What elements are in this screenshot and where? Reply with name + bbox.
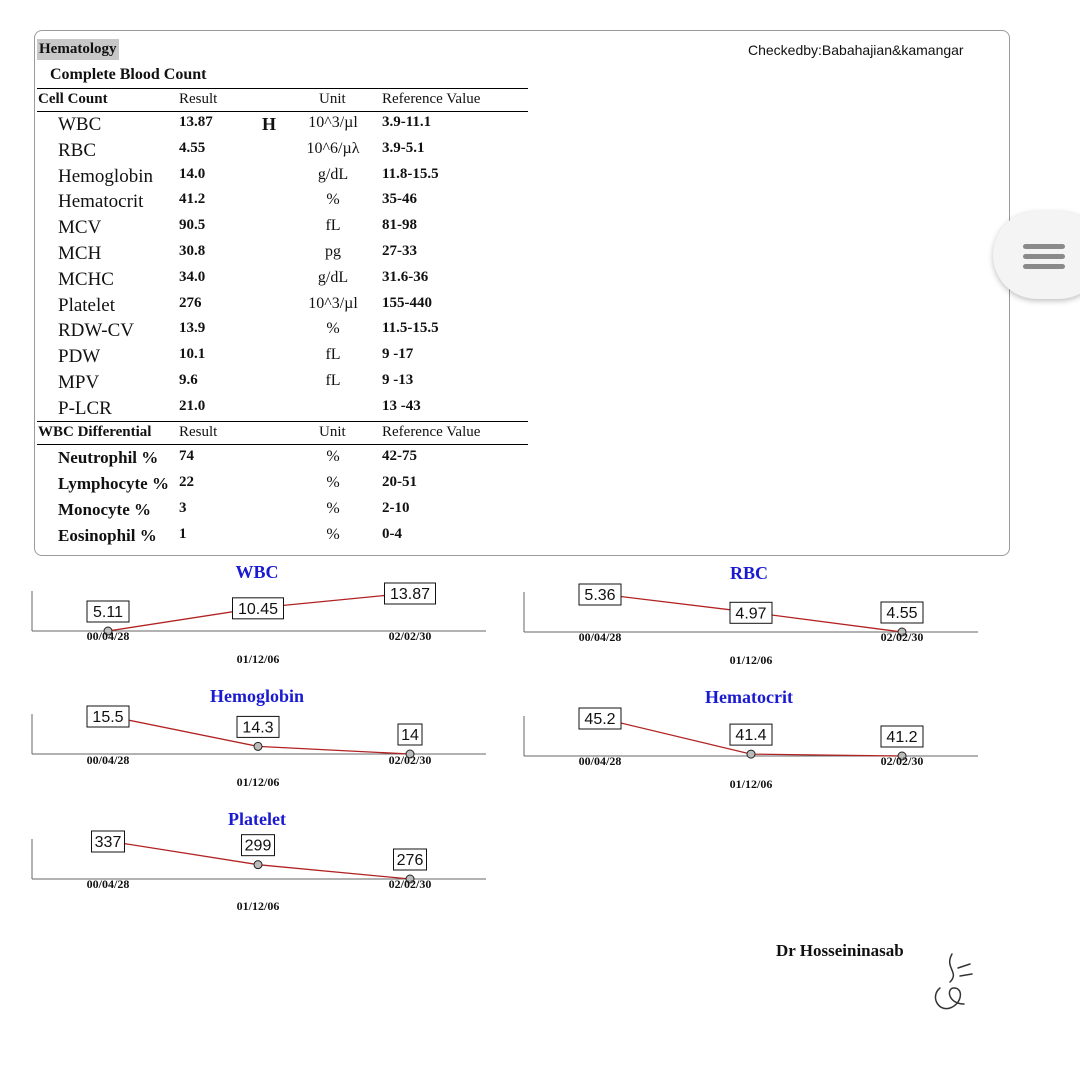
test-name: Hemoglobin xyxy=(58,165,153,187)
test-reference: 9 -17 xyxy=(382,346,414,363)
data-label: 4.55 xyxy=(886,605,918,622)
data-label: 15.5 xyxy=(92,709,124,726)
data-label: 45.2 xyxy=(584,711,616,728)
test-name: Eosinophil % xyxy=(58,526,157,545)
data-label: 41.2 xyxy=(886,729,918,746)
test-unit: % xyxy=(326,191,340,209)
header-name: Cell Count xyxy=(38,91,108,107)
test-unit: fL xyxy=(325,372,341,389)
signature-icon xyxy=(930,948,980,1018)
x-tick-label: 00/04/28 xyxy=(86,629,130,643)
x-tick-label: 02/02/30 xyxy=(388,753,432,767)
test-unit: % xyxy=(326,500,340,517)
test-unit: g/dL xyxy=(317,268,349,286)
chart-title: Platelet xyxy=(228,809,286,829)
data-label: 13.87 xyxy=(389,586,431,603)
chart-rbc xyxy=(524,563,978,667)
test-name: Hematocrit xyxy=(58,191,144,213)
test-result: 41.2 xyxy=(179,191,206,208)
header-unit: Unit xyxy=(319,91,346,107)
test-reference: 3.9-11.1 xyxy=(382,114,432,130)
test-name: Lymphocyte % xyxy=(58,474,169,493)
test-reference: 31.6-36 xyxy=(382,268,429,285)
test-reference: 20-51 xyxy=(382,474,417,490)
test-reference: 13 -43 xyxy=(382,397,421,414)
test-reference: 42-75 xyxy=(382,448,417,464)
test-result: 13.87 xyxy=(179,114,213,130)
x-tick-label: 00/04/28 xyxy=(86,877,130,891)
header-ref: Reference Value xyxy=(382,91,481,107)
header-result: Result xyxy=(179,91,218,107)
test-result: 34.0 xyxy=(179,268,206,285)
data-label: 299 xyxy=(244,837,272,855)
test-unit: % xyxy=(326,448,340,465)
x-tick-label: 01/12/06 xyxy=(236,652,280,666)
data-label: 5.11 xyxy=(93,604,123,621)
test-unit: fL xyxy=(325,217,341,235)
test-result: 1 xyxy=(179,526,187,542)
chart-title: Hemoglobin xyxy=(209,686,305,706)
test-unit: 10^3/µl xyxy=(308,294,358,312)
test-result: 90.5 xyxy=(179,217,206,234)
data-label: 14.3 xyxy=(242,719,274,737)
test-reference: 155-440 xyxy=(382,294,432,311)
test-unit: pg xyxy=(325,243,341,260)
data-point xyxy=(254,861,262,869)
test-result: 276 xyxy=(179,294,202,311)
test-result: 21.0 xyxy=(179,397,206,414)
x-tick-label: 02/02/30 xyxy=(388,877,432,891)
test-reference: 11.5-15.5 xyxy=(382,320,439,337)
test-reference: 9 -13 xyxy=(382,372,414,388)
test-unit: 10^3/µl xyxy=(308,114,358,131)
test-name: RBC xyxy=(58,139,97,161)
menu-button[interactable] xyxy=(993,211,1080,299)
test-result: 3 xyxy=(179,500,187,516)
test-name: WBC xyxy=(58,114,102,135)
test-reference: 11.8-15.5 xyxy=(382,165,439,182)
test-reference: 3.9-5.1 xyxy=(382,139,425,156)
test-result: 74 xyxy=(179,448,194,464)
test-unit: g/dL xyxy=(317,165,349,183)
test-result: 30.8 xyxy=(179,243,206,259)
x-tick-label: 00/04/28 xyxy=(578,630,622,644)
test-reference: 27-33 xyxy=(382,243,417,259)
test-name: MPV xyxy=(58,372,100,393)
header-unit: Unit xyxy=(319,424,346,440)
test-reference: 2-10 xyxy=(382,500,410,516)
data-label: 276 xyxy=(396,852,424,869)
data-point xyxy=(747,750,755,758)
test-result: 4.55 xyxy=(179,139,206,156)
chart-title: RBC xyxy=(729,563,769,583)
x-tick-label: 00/04/28 xyxy=(578,754,622,768)
data-label: 337 xyxy=(94,834,122,851)
test-reference: 81-98 xyxy=(382,217,417,234)
test-name: PDW xyxy=(58,346,101,368)
x-tick-label: 02/02/30 xyxy=(880,630,924,644)
x-tick-label: 02/02/30 xyxy=(880,754,924,768)
data-label: 10.45 xyxy=(237,600,279,618)
x-tick-label: 01/12/06 xyxy=(729,777,773,791)
test-unit: fL xyxy=(325,346,341,364)
test-unit: 10^6/µλ xyxy=(306,139,360,157)
data-label: 4.97 xyxy=(735,605,767,623)
data-point xyxy=(254,742,262,750)
test-name: Monocyte % xyxy=(58,500,152,519)
test-unit: % xyxy=(326,320,340,338)
test-reference: 35-46 xyxy=(382,191,417,208)
header-result: Result xyxy=(179,424,218,440)
chart-platelet xyxy=(32,809,486,913)
test-result: 13.9 xyxy=(179,320,206,337)
doctor-name: Dr Hosseininasab xyxy=(776,941,904,960)
x-tick-label: 02/02/30 xyxy=(388,629,432,643)
test-result: 14.0 xyxy=(179,165,206,182)
test-name: Neutrophil % xyxy=(58,448,159,467)
test-name: RDW-CV xyxy=(58,320,134,342)
x-tick-label: 01/12/06 xyxy=(236,775,280,789)
test-name: Platelet xyxy=(58,294,115,316)
chart-title: WBC xyxy=(235,562,279,582)
test-flag: H xyxy=(262,114,277,134)
panel-title: Complete Blood Count xyxy=(50,66,207,83)
data-label: 14 xyxy=(401,727,419,744)
test-result: 10.1 xyxy=(179,346,206,363)
test-reference: 0-4 xyxy=(382,526,402,542)
test-name: MCHC xyxy=(58,268,114,290)
test-name: P-LCR xyxy=(58,397,112,419)
x-tick-label: 01/12/06 xyxy=(729,653,773,667)
header-name: WBC Differential xyxy=(38,424,152,440)
checked-by: Checkedby:Babahajian&kamangar xyxy=(748,42,964,58)
chart-wbc xyxy=(32,562,486,666)
test-name: MCH xyxy=(58,243,102,264)
x-tick-label: 00/04/28 xyxy=(86,753,130,767)
test-result: 9.6 xyxy=(179,372,198,388)
chart-title: Hematocrit xyxy=(705,687,793,707)
chart-hemoglobin xyxy=(32,686,486,789)
test-result: 22 xyxy=(179,474,194,490)
test-name: MCV xyxy=(58,217,102,239)
chart-hematocrit xyxy=(524,687,978,791)
data-label: 5.36 xyxy=(584,587,616,604)
header-ref: Reference Value xyxy=(382,424,481,440)
test-unit: % xyxy=(326,526,340,543)
test-unit: % xyxy=(326,474,340,491)
data-label: 41.4 xyxy=(735,727,767,745)
section-title: Hematology xyxy=(37,39,119,60)
x-tick-label: 01/12/06 xyxy=(236,899,280,913)
